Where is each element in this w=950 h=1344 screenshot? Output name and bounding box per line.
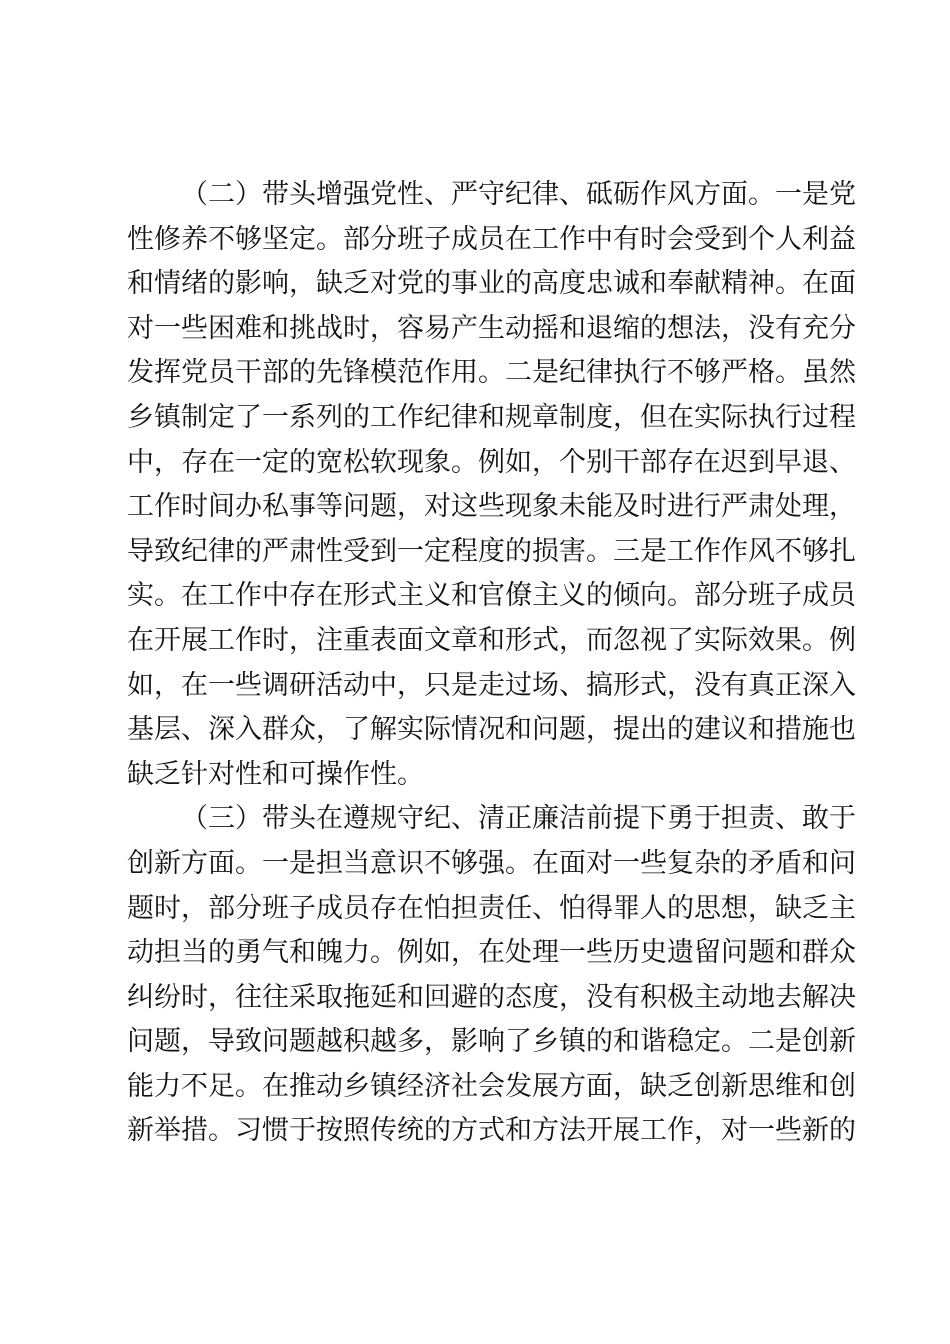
text-line: 乡镇制定了一系列的工作纪律和规章制度，但在实际执行过程 — [127, 401, 856, 433]
text-line: 发挥党员干部的先锋模范作用。二是纪律执行不够严格。虽然 — [127, 357, 856, 389]
text-line: 中，存在一定的宽松软现象。例如，个别干部存在迟到早退、 — [127, 446, 856, 478]
text-line: 实。在工作中存在形式主义和官僚主义的倾向。部分班子成员 — [127, 580, 856, 612]
text-line: 创新方面。一是担当意识不够强。在面对一些复杂的矛盾和问 — [127, 847, 856, 879]
text-line: 和情绪的影响，缺乏对党的事业的高度忠诚和奉献精神。在面 — [127, 268, 856, 300]
text-line: 导致纪律的严肃性受到一定程度的损害。三是工作作风不够扎 — [127, 535, 856, 567]
text-line: 在开展工作时，注重表面文章和形式，而忽视了实际效果。例 — [127, 624, 856, 656]
text-line: 能力不足。在推动乡镇经济社会发展方面，缺乏创新思维和创 — [127, 1070, 856, 1102]
text-line: 缺乏针对性和可操作性。 — [127, 758, 424, 790]
text-line: 如，在一些调研活动中，只是走过场、搞形式，没有真正深入 — [127, 669, 856, 701]
text-line: 纠纷时，往往采取拖延和回避的态度，没有积极主动地去解决 — [127, 981, 856, 1013]
text-line: 基层、深入群众，了解实际情况和问题，提出的建议和措施也 — [127, 714, 856, 746]
text-line: （二）带头增强党性、严守纪律、砥砺作风方面。一是党 — [181, 179, 856, 210]
text-line: 工作时间办私事等问题，对这些现象未能及时进行严肃处理， — [127, 491, 856, 523]
text-line: （三）带头在遵规守纪、清正廉洁前提下勇于担责、敢于 — [181, 803, 856, 835]
paragraph-section-3 — [127, 797, 856, 1154]
text-line: 问题，导致问题越积越多，影响了乡镇的和谐稳定。二是创新 — [127, 1026, 856, 1058]
text-line: 对一些困难和挑战时，容易产生动摇和退缩的想法，没有充分 — [127, 312, 856, 344]
text-line: 性修养不够坚定。部分班子成员在工作中有时会受到个人利益 — [127, 223, 856, 255]
text-line: 新举措。习惯于按照传统的方式和方法开展工作，对一些新的 — [127, 1115, 856, 1147]
paragraph-section-2 — [127, 173, 856, 797]
text-line: 动担当的勇气和魄力。例如，在处理一些历史遗留问题和群众 — [127, 937, 856, 969]
text-line: 题时，部分班子成员存在怕担责任、怕得罪人的思想，缺乏主 — [127, 892, 856, 924]
document-body — [127, 173, 856, 1154]
